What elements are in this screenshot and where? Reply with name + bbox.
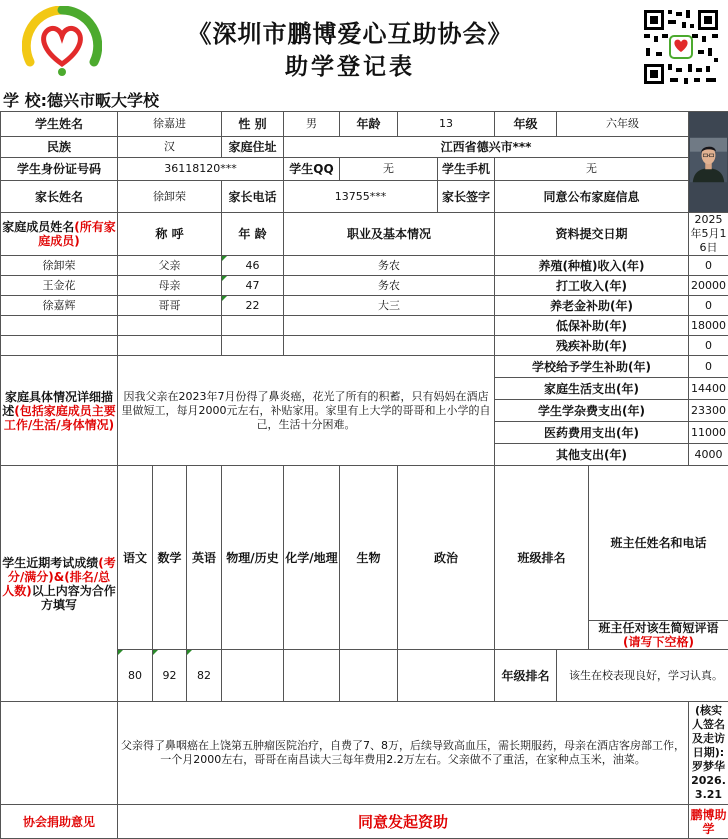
- submit-date-value: 2025年5月16日: [689, 213, 728, 256]
- comment-label-note: (请写下空格): [623, 635, 694, 649]
- title-line2: 助学登记表: [140, 48, 560, 81]
- age-label: 年龄: [340, 112, 398, 137]
- student-phone-label: 学生手机: [438, 158, 495, 181]
- member-job-empty: [284, 316, 495, 336]
- exam-label-note: (考分/满分)&(排名/总人数): [2, 556, 116, 598]
- student-phone-value: 无: [495, 158, 689, 181]
- subject-header: 政治: [398, 466, 495, 650]
- score-cell: 80: [118, 650, 153, 702]
- score-cell: [222, 650, 284, 702]
- members-header-note: (所有家庭成员): [38, 220, 116, 248]
- header: [0, 0, 728, 90]
- age-col-header: 年 龄: [222, 213, 284, 256]
- table-row: [1, 276, 728, 296]
- member-job-empty: [284, 336, 495, 356]
- score-cell: [340, 650, 398, 702]
- finance-label: 打工收入(年): [495, 276, 689, 296]
- member-name: 徐嘉辉: [1, 296, 118, 316]
- subject-header: 数学: [153, 466, 187, 650]
- table-row: [1, 256, 728, 276]
- student-photo-image: [690, 112, 727, 208]
- finance-label: 养老金补助(年): [495, 296, 689, 316]
- grade-value: 六年级: [557, 112, 689, 137]
- age-value: 13: [398, 112, 495, 137]
- member-name: 徐卸荣: [1, 256, 118, 276]
- opinion-value: 同意发起资助: [118, 805, 689, 839]
- member-relation-empty: [118, 336, 222, 356]
- student-name-label: 学生姓名: [1, 112, 118, 137]
- member-job: 务农: [284, 276, 495, 296]
- guardian-name-label: 家长姓名: [1, 181, 118, 213]
- finance-label: 低保补助(年): [495, 316, 689, 336]
- member-relation: 父亲: [118, 256, 222, 276]
- member-name-empty: [1, 316, 118, 336]
- school-name: 学 校:德兴市畈大学校: [3, 90, 159, 110]
- family-desc-label-main: 家庭具体情况详细描述: [2, 390, 113, 418]
- brand-name: 鹏博助学: [689, 805, 728, 839]
- score-cell: 92: [153, 650, 187, 702]
- finance-label: 学生学杂费支出(年): [495, 400, 689, 422]
- member-age-empty: [222, 316, 284, 336]
- table-row: [1, 296, 728, 316]
- family-desc-text: 因我父亲在2023年7月份得了鼻炎癌，花光了所有的积蓄，只有妈妈在酒店里做短工，每月2000元左右，补贴家用。家里有上大学的哥哥和上小学的自己，生活十分困难。: [118, 356, 495, 466]
- teacher-label: 班主任姓名和电话: [589, 466, 728, 621]
- ethnicity-value: 汉: [118, 137, 222, 158]
- gender-label: 性 别: [222, 112, 284, 137]
- member-relation: 哥哥: [118, 296, 222, 316]
- visit-label-empty: [1, 702, 118, 805]
- subject-header: 生物: [340, 466, 398, 650]
- job-col-header: 职业及基本情况: [284, 213, 495, 256]
- finance-label: 残疾补助(年): [495, 336, 689, 356]
- finance-label: 其他支出(年): [495, 444, 689, 466]
- subject-header: 物理/历史: [222, 466, 284, 650]
- opinion-label: 协会捐助意见: [1, 805, 118, 839]
- exam-label-tail: 以上内容为合作方填写: [32, 584, 116, 612]
- member-relation: 母亲: [118, 276, 222, 296]
- finance-label: 家庭生活支出(年): [495, 378, 689, 400]
- title-line1: 《深圳市鹏博爱心互助协会》: [140, 14, 560, 49]
- id-value: 36118120***: [118, 158, 284, 181]
- finance-value: 18000: [689, 316, 728, 336]
- table-row: [1, 316, 728, 336]
- finance-label: 医药费用支出(年): [495, 422, 689, 444]
- registration-table: [0, 111, 728, 839]
- members-header-main: 家庭成员姓名: [2, 220, 74, 234]
- guardian-phone-label: 家长电话: [222, 181, 284, 213]
- finance-value: 11000: [689, 422, 728, 444]
- consent-text: 同意公布家庭信息: [495, 181, 689, 213]
- verifier-sign: [689, 702, 728, 805]
- exam-label: [1, 466, 118, 702]
- finance-label: 学校给予学生补助(年): [495, 356, 689, 378]
- score-cell: 82: [187, 650, 222, 702]
- comment-label: [589, 621, 728, 650]
- verifier-sign-label: (核实人签名及走访日期):: [692, 704, 725, 759]
- subject-header: 语文: [118, 466, 153, 650]
- guardian-phone: 13755***: [284, 181, 438, 213]
- member-relation-empty: [118, 316, 222, 336]
- heart-logo-icon: [22, 6, 102, 84]
- class-rank-label: 班级排名: [495, 466, 589, 650]
- submit-date-label: 资料提交日期: [495, 213, 689, 256]
- finance-value: 0: [689, 296, 728, 316]
- finance-value: 0: [689, 256, 728, 276]
- members-header: [1, 213, 118, 256]
- member-name-empty: [1, 336, 118, 356]
- member-job: 务农: [284, 256, 495, 276]
- member-age: 22: [222, 296, 284, 316]
- teacher-comment: 该生在校表现良好，学习认真。: [557, 650, 728, 702]
- relation-col-header: 称 呼: [118, 213, 222, 256]
- gender-value: 男: [284, 112, 340, 137]
- address-value: 江西省德兴市***: [284, 137, 689, 158]
- verifier-name: 罗梦华: [692, 760, 725, 773]
- student-photo: [689, 112, 728, 213]
- family-desc-label-note: (包括家庭成员主要工作/生活/身体情况): [4, 404, 116, 432]
- comment-label-main: 班主任对该生简短评语: [598, 621, 718, 635]
- id-label: 学生身份证号码: [1, 158, 118, 181]
- qq-value: 无: [340, 158, 438, 181]
- subject-header: 化学/地理: [284, 466, 340, 650]
- score-cell: [398, 650, 495, 702]
- finance-value: 20000: [689, 276, 728, 296]
- grade-rank-label: 年级排名: [495, 650, 557, 702]
- ethnicity-label: 民族: [1, 137, 118, 158]
- address-label: 家庭住址: [222, 137, 284, 158]
- finance-value: 23300: [689, 400, 728, 422]
- finance-value: 14400: [689, 378, 728, 400]
- qq-label: 学生QQ: [284, 158, 340, 181]
- guardian-name: 徐卸荣: [118, 181, 222, 213]
- member-age: 47: [222, 276, 284, 296]
- qr-code-icon: [642, 8, 720, 86]
- finance-value: 0: [689, 336, 728, 356]
- member-job: 大三: [284, 296, 495, 316]
- member-age-empty: [222, 336, 284, 356]
- exam-label-main: 学生近期考试成绩: [2, 556, 98, 570]
- grade-label: 年级: [495, 112, 557, 137]
- family-desc-label: [1, 356, 118, 466]
- finance-value: 0: [689, 356, 728, 378]
- score-cell: [284, 650, 340, 702]
- finance-value: 4000: [689, 444, 728, 466]
- member-name: 王金花: [1, 276, 118, 296]
- subject-header: 英语: [187, 466, 222, 650]
- student-name: 徐嘉进: [118, 112, 222, 137]
- guardian-sign-label: 家长签字: [438, 181, 495, 213]
- finance-label: 养殖(种植)收入(年): [495, 256, 689, 276]
- visit-date: 2026.3.21: [691, 774, 726, 801]
- member-age: 46: [222, 256, 284, 276]
- visit-text: 父亲得了鼻咽癌在上饶第五肿瘤医院治疗，自费了7、8万，后续导致高血压，需长期服药，母亲在酒店客房部工作，一个月2000左右，哥哥在南昌读大三每年费用2.2万左右。父亲做不了重活，在家种点玉米，油菜。: [118, 702, 689, 805]
- table-row: [1, 336, 728, 356]
